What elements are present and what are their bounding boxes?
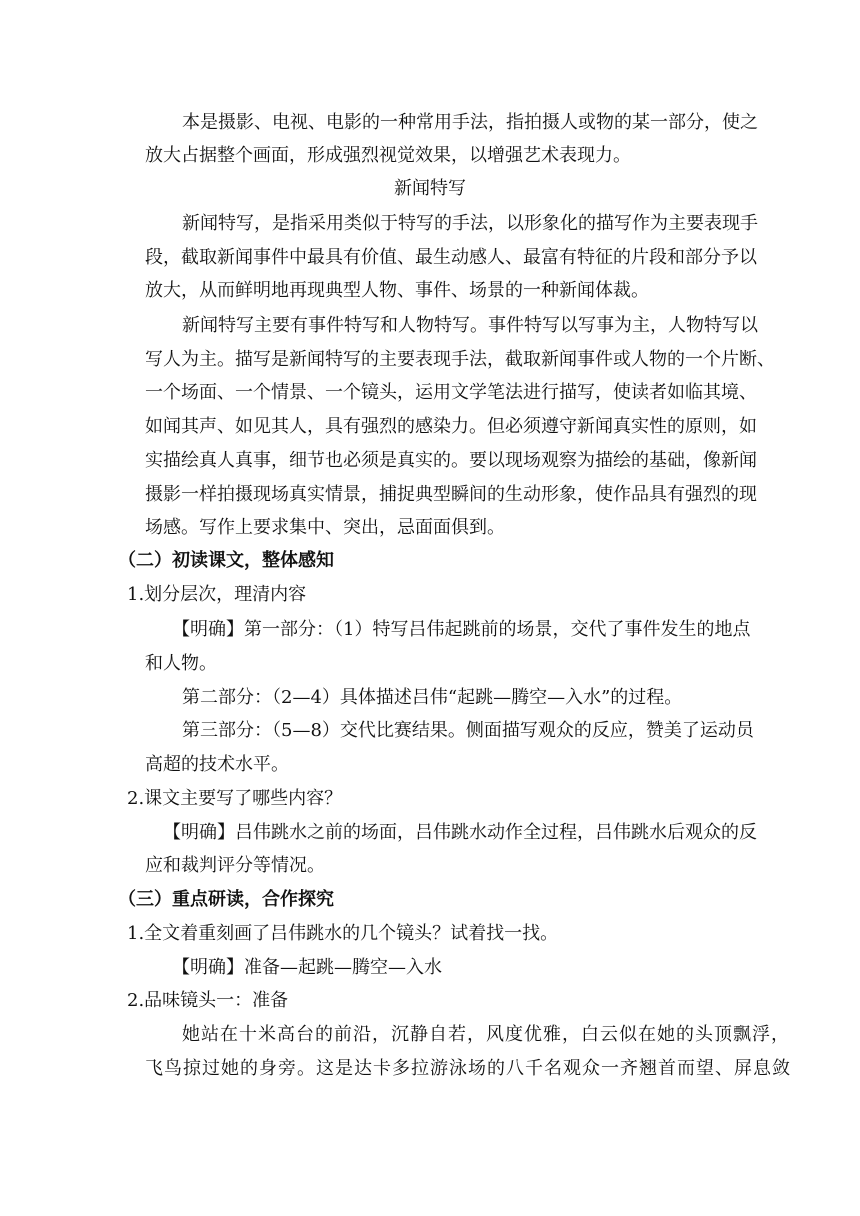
- paragraph-line: 第三部分：（5—8）交代比赛结果。侧面描写观众的反应，赞美了运动员: [182, 720, 754, 741]
- paragraph-line: 第二部分：（2—4）具体描述吕伟“起跳—腾空—入水”的过程。: [182, 687, 683, 708]
- paragraph-line: 本是摄影、电视、电影的一种常用手法，指拍摄人或物的某一部分，使之: [182, 112, 758, 133]
- list-item-title: 1.全文着重刻画了吕伟跳水的几个镜头？试着找一找。: [127, 923, 559, 944]
- paragraph-line: 新闻特写主要有事件特写和人物特写。事件特写以写事为主，人物特写以: [182, 315, 758, 336]
- section-heading: （三）重点研读，合作探究: [118, 889, 334, 910]
- paragraph-line: 【明确】吕伟跳水之前的场面，吕伟跳水动作全过程，吕伟跳水后观众的反: [163, 822, 757, 843]
- quote-line: 飞鸟掠过她的身旁。这是达卡多拉游泳场的八千名观众一齐翘首而望、屏息敛: [145, 1058, 791, 1079]
- list-item-title: 1.划分层次，理清内容: [127, 584, 307, 605]
- paragraph-line: 新闻特写，是指采用类似于特写的手法，以形象化的描写作为主要表现手: [182, 213, 758, 234]
- paragraph-line: 放大，从而鲜明地再现典型人物、事件、场景的一种新闻体裁。: [145, 280, 649, 301]
- paragraph-line: 段，截取新闻事件中最具有价值、最生动感人、最富有特征的片段和部分予以: [145, 247, 757, 268]
- paragraph-line: 一个场面、一个情景、一个镜头，运用文学笔法进行描写，使读者如临其境、: [145, 382, 757, 403]
- section-heading: （二）初读课文，整体感知: [118, 550, 334, 571]
- list-item-title: 2.课文主要写了哪些内容？: [127, 788, 343, 809]
- list-item-title: 2.品味镜头一：准备: [127, 990, 289, 1011]
- paragraph-line: 【明确】准备—起跳—腾空—入水: [172, 957, 442, 978]
- paragraph-line: 实描绘真人真事，细节也必须是真实的。要以现场观察为描绘的基础，像新闻: [145, 450, 757, 471]
- paragraph-line: 放大占据整个画面，形成强烈视觉效果，以增强艺术表现力。: [145, 145, 631, 166]
- paragraph-line: 写人为主。描写是新闻特写的主要表现手法，截取新闻事件或人物的一个片断、: [145, 349, 775, 370]
- paragraph-line: 摄影一样拍摄现场真实情景，捕捉典型瞬间的生动形象，使作品具有强烈的现: [145, 484, 757, 505]
- quote-line: 她站在十米高台的前沿，沉静自若，风度优雅，白云似在她的头顶飘浮，: [182, 1024, 790, 1045]
- subtitle: 新闻特写: [394, 178, 466, 199]
- paragraph-line: 【明确】第一部分：（1）特写吕伟起跳前的场景，交代了事件发生的地点: [172, 619, 751, 640]
- paragraph-line: 如闻其声、如见其人，具有强烈的感染力。但必须遵守新闻真实性的原则，如: [145, 416, 757, 437]
- paragraph-line: 高超的技术水平。: [145, 754, 289, 775]
- paragraph-line: 场感。写作上要求集中、突出，忌面面俱到。: [145, 517, 505, 538]
- paragraph-line: 和人物。: [145, 653, 217, 674]
- paragraph-line: 应和裁判评分等情况。: [145, 855, 325, 876]
